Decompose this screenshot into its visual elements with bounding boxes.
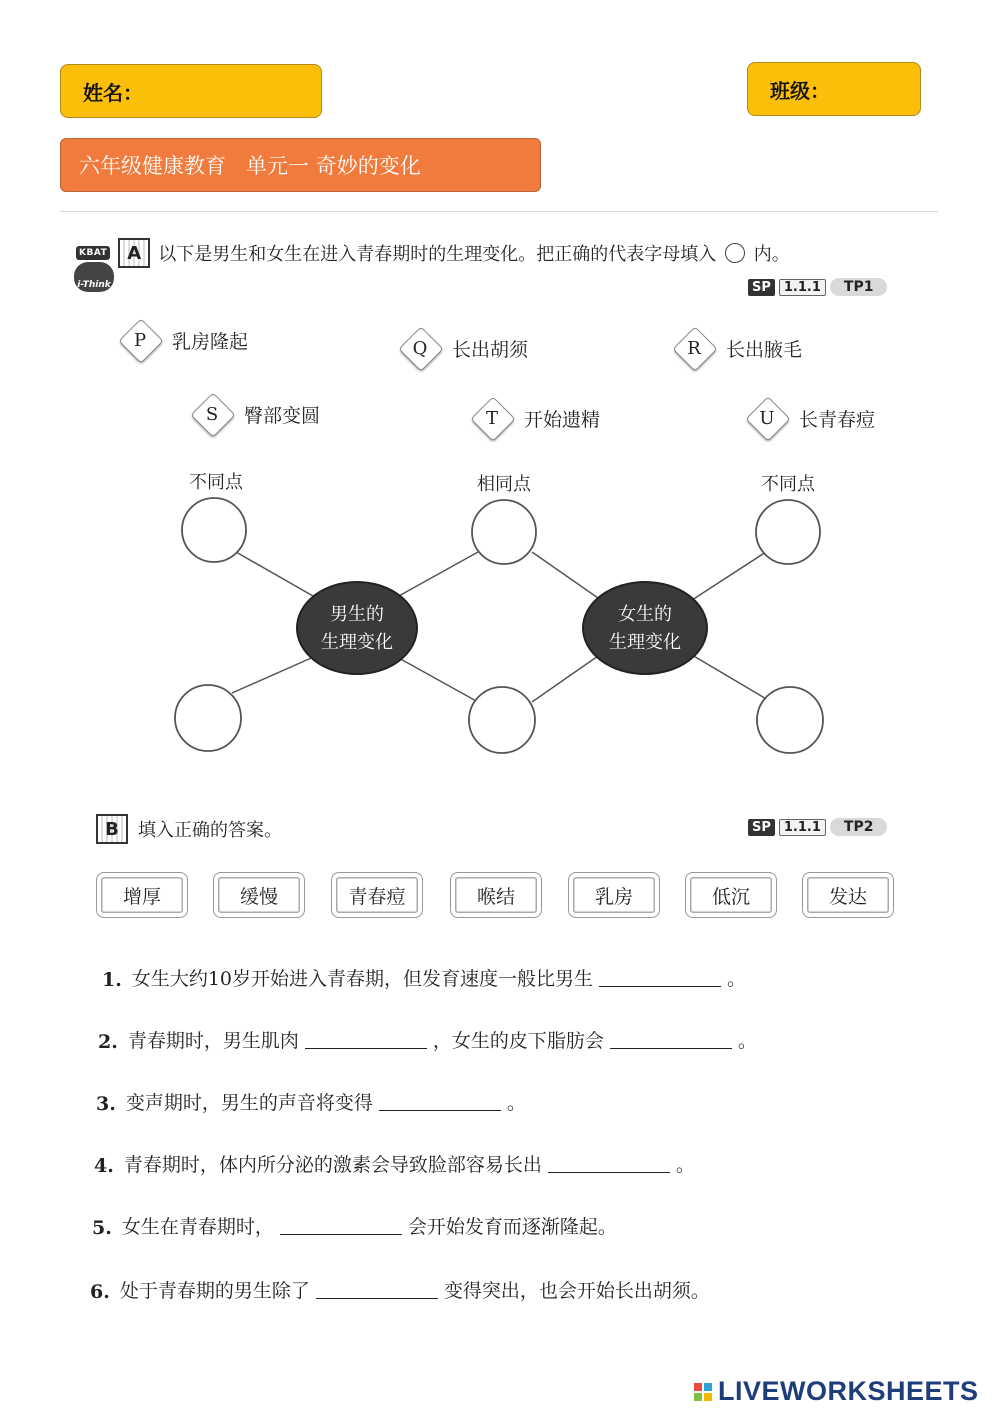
question-text: 女生大约10岁开始进入青春期，但发育速度一般比男生 [131,968,594,990]
word-bank-item: 发达 [802,872,894,918]
answer-blank[interactable] [379,1109,501,1111]
question-number: 1. [102,969,122,991]
page-title-text: 六年级健康教育 单元一 奇妙的变化 [79,154,421,178]
option-letter: S [205,403,219,425]
answer-bubble-right-bottom[interactable] [757,687,823,753]
tp-badge: TP1 [830,278,888,296]
question-6 [90,1276,710,1303]
section-b-heading [96,814,282,844]
female-label-2: 生理变化 [609,632,681,653]
kbat-badge: KBAT [76,246,110,260]
option-text: 长出胡须 [452,338,529,361]
section-b-instruction: 填入正确的答案。 [138,820,282,841]
question-text: 。 [727,968,747,990]
question-text: ，女生的皮下脂肪会 [432,1030,604,1052]
option-letter: P [133,329,147,351]
word-bank-item: 乳房 [568,872,660,918]
option-text: 开始遗精 [524,408,601,431]
question-number: 5. [92,1217,112,1239]
sp-code: 1.1.1 [779,819,826,836]
male-center-bubble [297,582,417,674]
question-text: 变得突出，也会开始长出胡须。 [443,1280,710,1302]
section-b-letter: B [96,814,128,844]
question-4 [94,1150,695,1177]
question-number: 2. [98,1031,118,1053]
word-bank-item: 低沉 [685,872,777,918]
male-label-2: 生理变化 [321,632,393,653]
center-same-label: 相同点 [477,474,531,495]
liveworksheets-logo [694,1376,979,1407]
liveworksheets-icon [694,1383,712,1401]
question-3 [96,1088,526,1115]
male-label-1: 男生的 [330,604,384,625]
answer-blank[interactable] [610,1047,732,1049]
female-label-1: 女生的 [618,604,672,625]
word-bank-item: 喉结 [450,872,542,918]
word-bank-item: 青春痘 [331,872,423,918]
sp-badge: SP [748,279,775,296]
word-bank-item: 缓慢 [213,872,305,918]
question-text: 。 [737,1030,757,1052]
option-text: 乳房隆起 [172,330,249,353]
liveworksheets-text: LIVEWORKSHEETS [718,1376,979,1406]
question-2 [98,1026,757,1053]
option-text: 长出腋毛 [726,338,803,361]
instruction-post: 内。 [753,244,790,265]
answer-blank[interactable] [599,985,721,987]
answer-blank[interactable] [305,1047,427,1049]
option-letter: T [485,407,498,429]
question-text: 青春期时，体内所分泌的激素会导致脸部容易长出 [123,1154,542,1176]
answer-bubble-left-top[interactable] [182,498,246,562]
answer-blank[interactable] [548,1171,670,1173]
female-center-bubble [583,582,707,674]
answer-bubble-right-top[interactable] [756,500,820,564]
answer-bubble-center-top[interactable] [472,500,536,564]
question-number: 3. [96,1093,116,1115]
name-label: 姓名： [83,80,143,105]
option-letter: U [759,407,775,429]
question-text: 女生在青春期时， [121,1216,274,1238]
right-diff-label: 不同点 [761,474,815,495]
ithink-label: i-Think [77,280,111,290]
question-text: 变声期时，男生的声音将变得 [125,1092,373,1114]
answer-blank[interactable] [280,1233,402,1235]
answer-bubble-center-bottom[interactable] [469,687,535,753]
question-5 [92,1212,617,1239]
option-letter: Q [412,337,428,359]
instruction-pre: 以下是男生和女生在进入青春期时的生理变化。把正确的代表字母填入 [158,244,717,265]
left-diff-label: 不同点 [189,472,243,493]
answer-blank[interactable] [316,1297,438,1299]
question-text: 。 [506,1092,526,1114]
answer-bubble-left-bottom[interactable] [175,685,241,751]
section-a-letter: A [118,238,150,268]
option-text: 长青春痘 [799,408,876,431]
question-number: 6. [90,1281,110,1303]
question-text: 会开始发育而逐渐隆起。 [407,1216,617,1238]
class-label: 班级： [770,78,830,103]
question-text: 青春期时，男生肌肉 [127,1030,299,1052]
question-text: 处于青春期的男生除了 [119,1280,310,1302]
question-text: 。 [675,1154,695,1176]
sp-code: 1.1.1 [779,279,826,296]
question-1 [102,964,746,991]
sp-badge: SP [748,819,775,836]
word-bank-item: 增厚 [96,872,188,918]
tp-badge: TP2 [830,818,888,836]
section-b-tag [748,818,887,836]
option-letter: R [687,337,701,359]
question-number: 4. [94,1155,114,1177]
option-text: 臀部变圆 [244,404,321,427]
